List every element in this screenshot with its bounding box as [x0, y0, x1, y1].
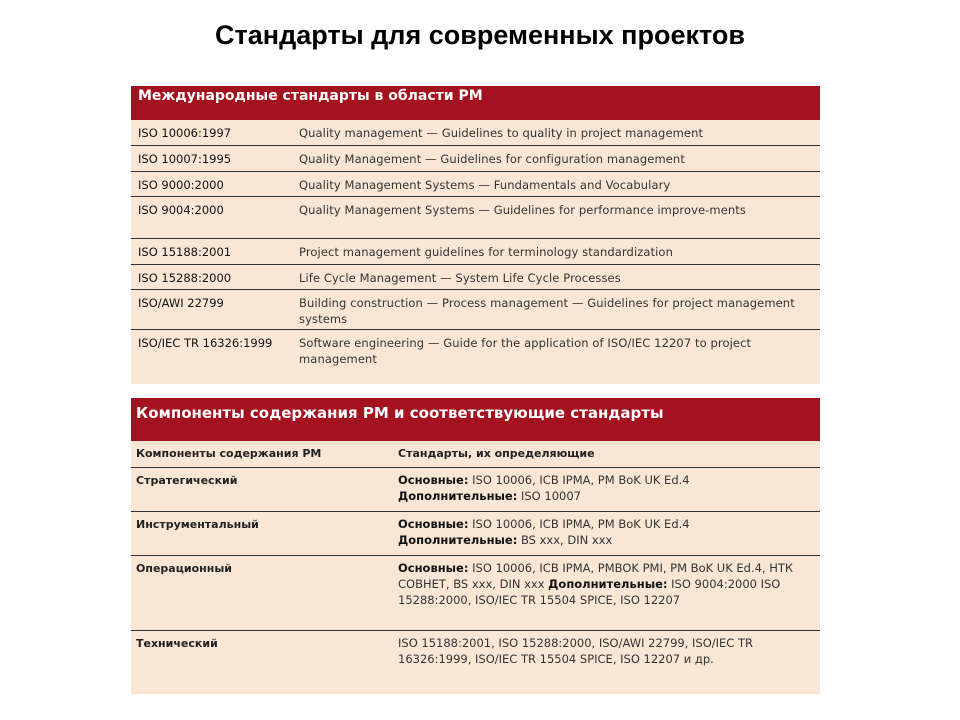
extra-standards: BS xxx, DIN xxx	[520, 533, 613, 547]
standard-code: ISO/AWI 22799	[138, 296, 224, 310]
component-standards	[393, 512, 820, 555]
main-label: Основные:	[398, 561, 469, 575]
component-standards	[393, 468, 820, 511]
column-header-standards: Стандарты, их определяющие	[398, 447, 595, 460]
standard-code: ISO 9004:2000	[138, 203, 224, 217]
standard-code: ISO 15188:2001	[138, 245, 232, 259]
main-label: Основные:	[398, 473, 469, 487]
standard-code: ISO 10007:1995	[138, 152, 232, 166]
standard-description: Quality management — Guidelines to quality in project management	[299, 126, 704, 140]
standard-code: ISO 9000:2000	[138, 178, 224, 192]
component-name: Технический	[136, 637, 218, 650]
table-row	[131, 146, 820, 172]
components-table-header	[131, 441, 820, 468]
component-standards	[393, 556, 820, 630]
extra-label: Дополнительные:	[398, 533, 518, 547]
main-standards: ISO 10006, ICB IPMA, PM BoK UK Ed.4	[472, 473, 690, 487]
standard-description: Building construction — Process management — Guidelines for project management systems	[299, 296, 795, 326]
extra-standards: ISO 10007	[520, 489, 581, 503]
international-standards-header: Международные стандарты в области РМ	[131, 86, 820, 120]
international-standards-panel	[131, 86, 820, 384]
extra-label: Дополнительные:	[548, 577, 668, 591]
standard-description: Quality Management Systems — Fundamentals and Vocabulary	[299, 178, 671, 192]
table-row	[131, 468, 820, 512]
extra-standards: ISO 9004:2000 ISO 15288:2000, ISO/IEC TR 15504 SPICE, ISO 12207	[398, 577, 781, 607]
table-row	[131, 330, 820, 372]
table-row	[131, 172, 820, 197]
table-row	[131, 239, 820, 265]
standard-description: Life Cycle Management — System Life Cycle Processes	[299, 271, 621, 285]
table-row	[131, 120, 820, 146]
table-row	[131, 265, 820, 290]
component-standards: ISO 15188:2001, ISO 15288:2000, ISO/AWI 22799, ISO/IEC TR 16326:1999, ISO/IEC TR 15504 SPICE, ISO 12207 и др.	[398, 636, 754, 666]
main-standards: ISO 10006, ICB IPMA, PM BoK UK Ed.4	[472, 517, 690, 531]
column-header-components: Компоненты содержания РМ	[136, 447, 322, 460]
standard-description: Quality Management — Guidelines for configuration management	[299, 152, 685, 166]
slide-title: Стандарты для современных проектов	[215, 20, 745, 50]
table-row	[131, 631, 820, 694]
table-row	[131, 512, 820, 556]
main-standards: ISO 10006, ICB IPMA, PMBOK PMI, PM BoK UK Ed.4, НТК СОВНЕТ, BS xxx, DIN xxx	[398, 561, 794, 591]
standard-description: Project management guidelines for terminology standardization	[299, 245, 673, 259]
main-label: Основные:	[398, 517, 469, 531]
table-row	[131, 290, 820, 330]
standard-description: Quality Management Systems — Guidelines for performance improve-ments	[299, 203, 746, 217]
component-name: Инструментальный	[136, 518, 259, 531]
standard-code: ISO 15288:2000	[138, 271, 232, 285]
component-name: Операционный	[136, 562, 232, 575]
standard-code: ISO 10006:1997	[138, 126, 232, 140]
table-row	[131, 556, 820, 631]
extra-label: Дополнительные:	[398, 489, 518, 503]
components-panel	[131, 398, 820, 694]
components-header: Компоненты содержания РМ и соответствующие стандарты	[131, 398, 820, 441]
table-row	[131, 197, 820, 239]
standard-code: ISO/IEC TR 16326:1999	[138, 336, 273, 350]
standard-description: Software engineering — Guide for the application of ISO/IEC 12207 to project management	[299, 336, 752, 366]
component-name: Стратегический	[136, 474, 238, 487]
